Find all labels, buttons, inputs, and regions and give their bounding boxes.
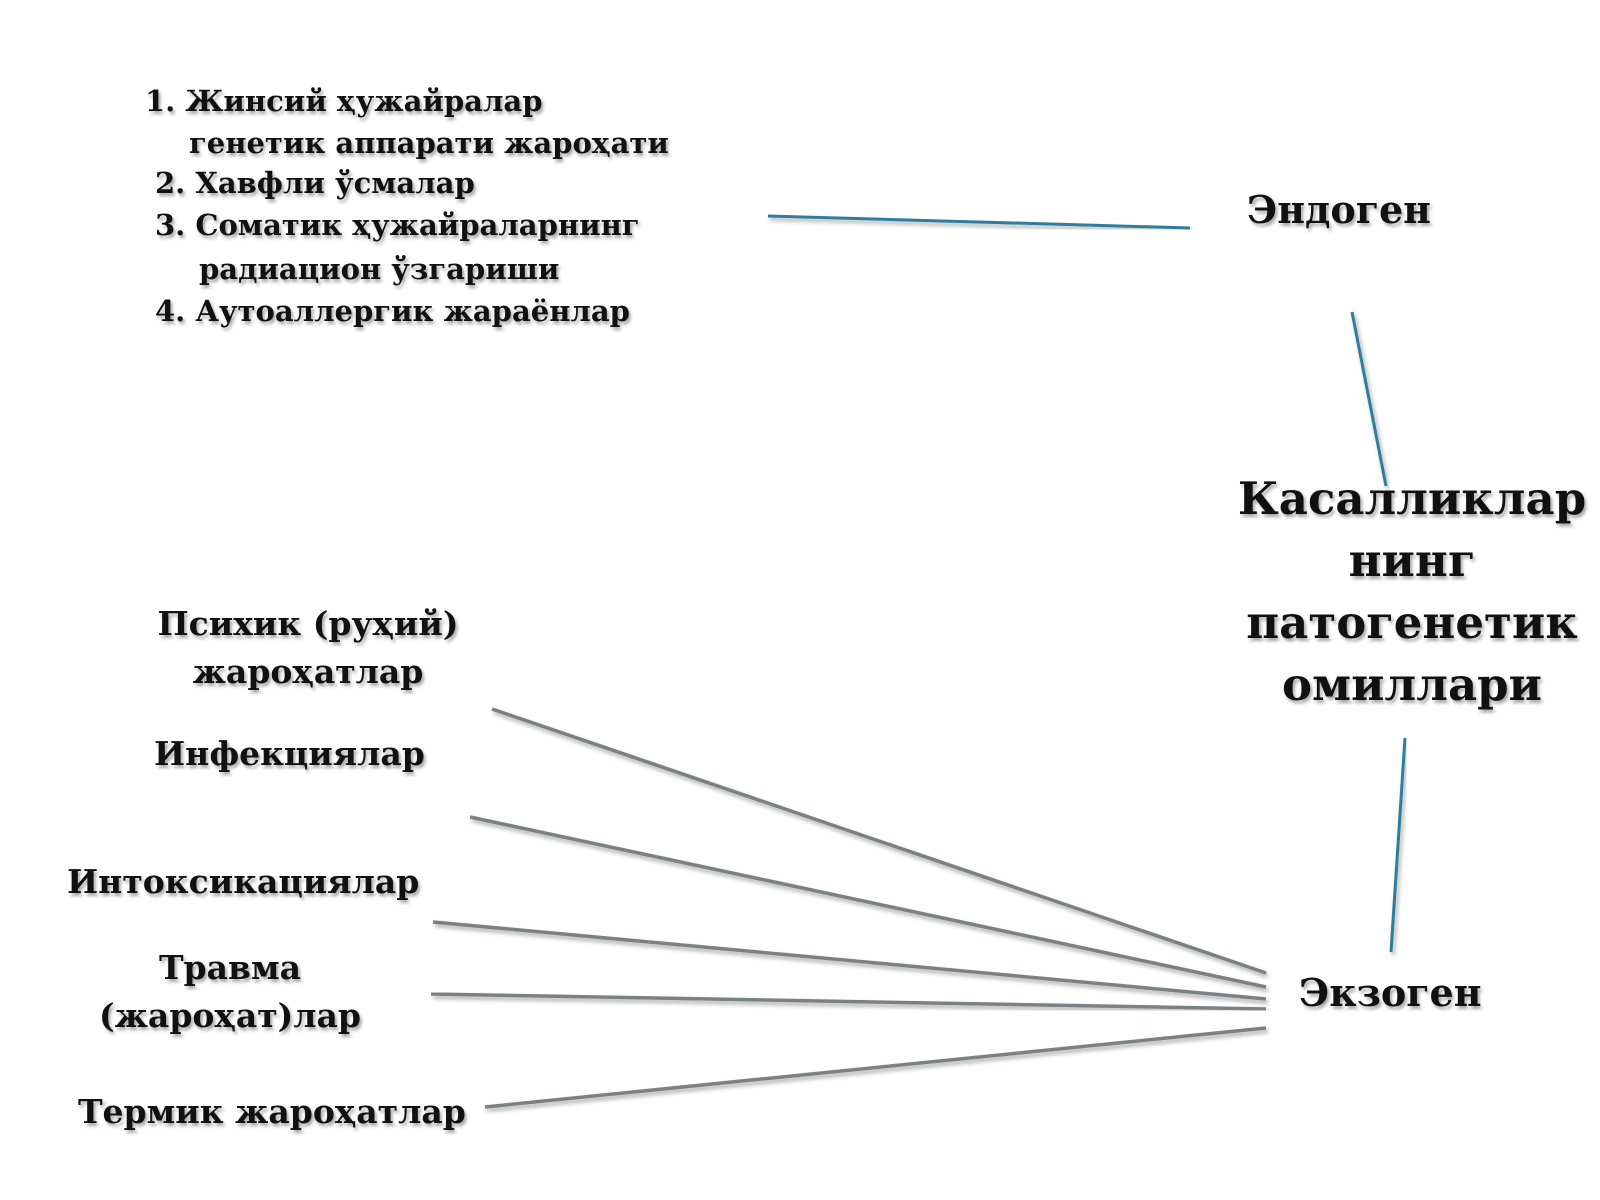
exogen-to-psychic-connector (492, 709, 1266, 973)
endogenous-item-1-line-1: 1. Жинсий ҳужайралар (145, 84, 543, 118)
center-title-line-3: патогенетик (1246, 596, 1578, 649)
exogen-to-center-connector (1391, 738, 1405, 952)
exogenous-item-psychic-line-2: жароҳатлар (192, 651, 424, 691)
exogenous-item-psychic (148, 604, 468, 691)
exogenous-item-trauma-line-2: (жароҳат)лар (99, 995, 361, 1035)
endogenous-item-1-line-2: генетик аппарати жароҳати (189, 126, 669, 160)
exogenous-item-intoxications: Интоксикациялар (67, 862, 420, 901)
endogen-to-list-connector (768, 216, 1190, 228)
endogen-label: Эндоген (1247, 187, 1431, 232)
endogenous-item-3-line-2: радиацион ўзгариши (199, 252, 560, 286)
exogen-to-thermal-connector (485, 1028, 1266, 1107)
exogen-to-trauma-connector (431, 994, 1266, 1009)
exogenous-item-infections: Инфекциялар (154, 734, 425, 773)
exogenous-item-trauma (90, 948, 370, 1035)
pathogenetic-factors-title (1232, 472, 1592, 712)
endogenous-item-3-line-1: 3. Соматик ҳужайраларнинг (155, 208, 640, 242)
center-title-line-2: нинг (1348, 534, 1476, 587)
exogen-label: Экзоген (1299, 970, 1482, 1015)
endogenous-item-4: 4. Аутоаллергик жараёнлар (155, 294, 630, 328)
exogenous-item-trauma-line-1: Травма (159, 948, 301, 987)
center-title-line-1: Касалликлар (1237, 472, 1587, 525)
endogenous-item-2: 2. Хавфли ўсмалар (155, 166, 475, 200)
exogenous-item-psychic-line-1: Психик (руҳий) (157, 604, 459, 643)
exogenous-item-thermal: Термик жароҳатлар (78, 1092, 466, 1131)
center-title-line-4: омиллари (1282, 658, 1542, 711)
endogen-to-center-connector (1352, 312, 1386, 486)
